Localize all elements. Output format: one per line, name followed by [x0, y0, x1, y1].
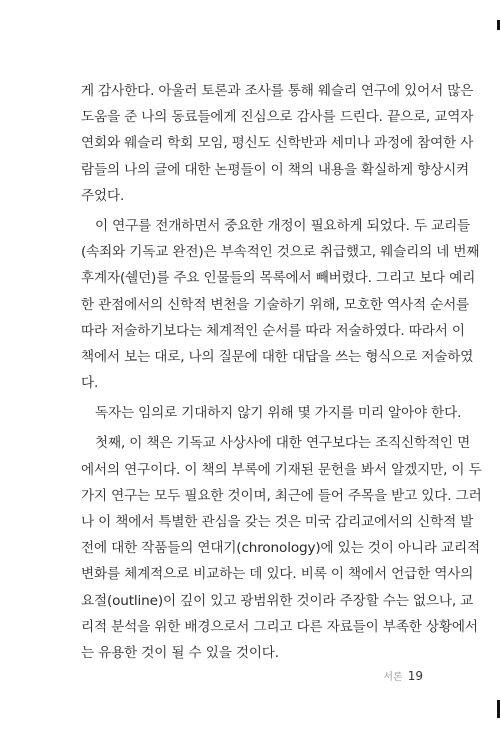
text-line: 람들의 나의 글에 대한 논평들이 이 책의 내용을 확실하게 향상시켜 [81, 161, 470, 178]
text-line: 책에서 보는 대로, 나의 질문에 대한 대답을 쓰는 형식으로 저술하였 [81, 348, 474, 365]
text-line: 독자는 임의로 기대하지 않기 위해 몇 가지를 미리 알아야 한다. [95, 405, 462, 422]
body-text [81, 78, 482, 666]
text-line: 에서의 연구이다. 이 책의 부록에 기재된 문헌을 봐서 알겠지만, 이 두 [81, 461, 482, 478]
text-line: 따라 저술하기보다는 체계적인 순서를 따라 저술하였다. 따라서 이 [81, 322, 465, 339]
paragraph [81, 400, 462, 426]
paragraph [81, 213, 480, 396]
text-line: 요절(outline)이 깊이 있고 광범위한 것이라 주장할 수는 없으나, 교 [81, 592, 474, 609]
paragraph [81, 78, 474, 209]
text-line: 는 유용한 것이 될 수 있을 것이다. [81, 644, 279, 661]
text-line: 한 관점에서의 신학적 변천을 기술하기 위해, 모호한 역사적 순서를 [81, 296, 470, 313]
text-line: 전에 대한 작품들의 연대기(chronology)에 있는 것이 아니라 교리적 [81, 540, 480, 557]
page-footer [383, 668, 423, 683]
text-line: 리적 분석을 위한 배경으로서 그리고 다른 자료들이 부족한 상황에서 [81, 618, 478, 635]
text-line: 가지 연구는 모두 필요한 것이며, 최근에 들어 주목을 받고 있다. 그러 [81, 487, 482, 504]
text-line: 나 이 책에서 특별한 관심을 갖는 것은 미국 감리교에서의 신학적 발 [81, 514, 474, 530]
section-title: 서론 [383, 672, 403, 683]
text-line: 후계자(쉘던)를 주요 인물들의 목록에서 빼버렸다. 그리고 보다 예리 [81, 270, 476, 287]
text-line: 주었다. [81, 187, 125, 204]
paragraph [81, 430, 482, 666]
text-line: (속죄와 기독교 완전)은 부속적인 것으로 취급했고, 웨슬리의 네 번째 [81, 244, 480, 261]
page-number: 19 [407, 669, 423, 683]
text-line: 도움을 준 나의 동료들에게 진심으로 감사를 드린다. 끝으로, 교역자 [81, 109, 474, 126]
text-line: 게 감사한다. 아울러 토론과 조사를 통해 웨슬리 연구에 있어서 많은 [81, 83, 474, 99]
text-line: 연회와 웨슬리 학회 모임, 평신도 신학반과 세미나 과정에 참여한 사 [81, 135, 474, 152]
text-line: 변화를 체계적으로 비교하는 데 있다. 비록 이 책에서 언급한 역사의 [81, 566, 474, 583]
text-line: 다. [81, 375, 99, 392]
text-line: 첫째, 이 책은 기독교 사상사에 대한 연구보다는 조직신학적인 면 [95, 435, 471, 452]
text-line: 이 연구를 전개하면서 중요한 개정이 필요하게 되었다. 두 교리들 [95, 217, 471, 234]
